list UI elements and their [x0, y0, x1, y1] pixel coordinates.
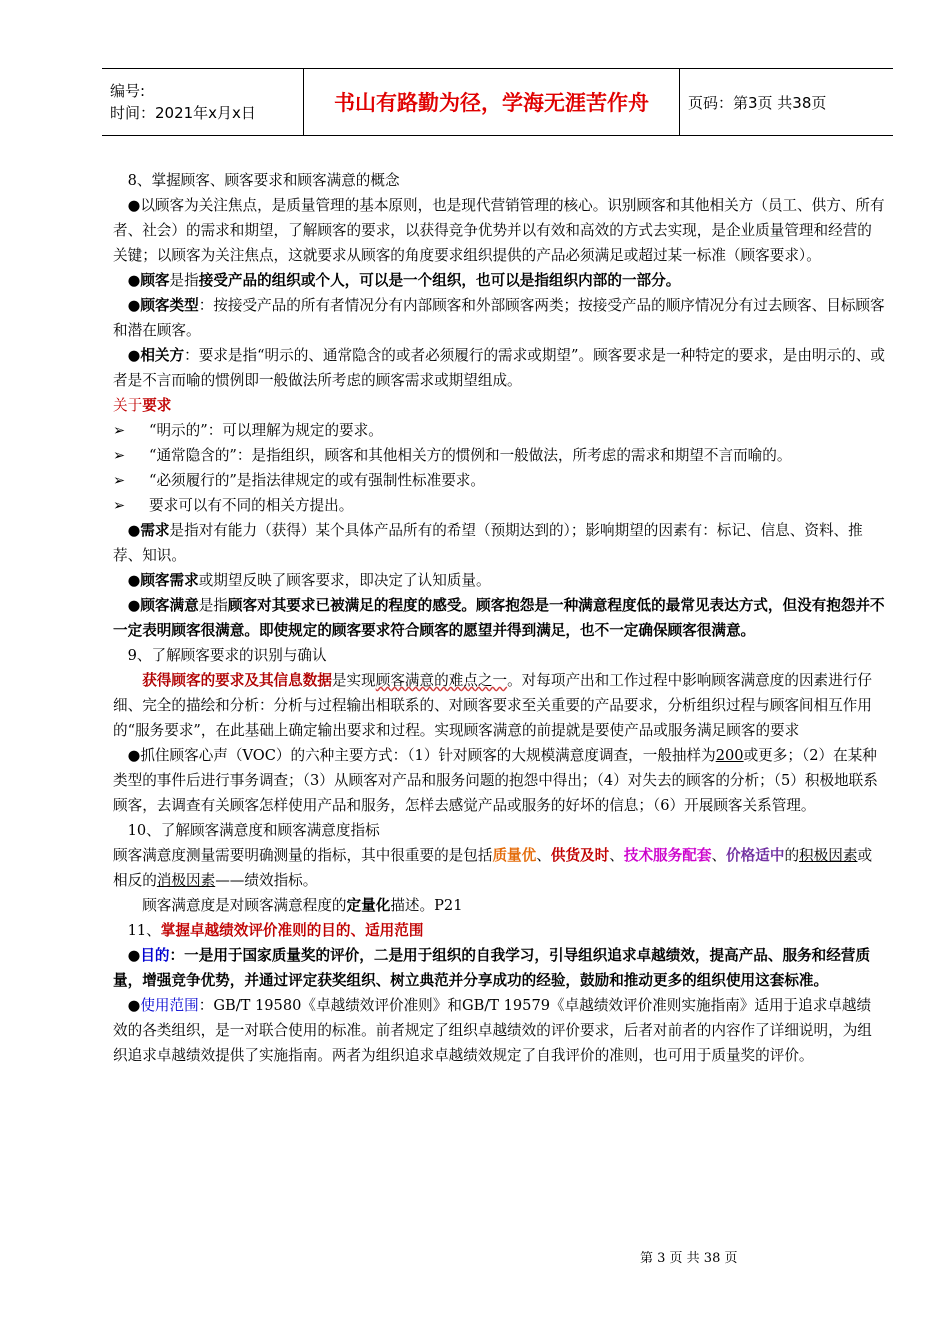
term-customer-type: ●顾客类型 — [127, 297, 199, 314]
list-item — [113, 443, 885, 468]
list-item-text: “明示的”：可以理解为规定的要求。 — [149, 422, 383, 439]
section-10-title: 10、了解顾客满意度和顾客满意度指标 — [127, 822, 380, 839]
text-span: ：要求是指“明示的、通常隐含的或者必须履行的需求或期望”。顾客要求是一种特定的要求，是由明示的、或者是不言而喻的惯例即一般做法所考虑的顾客需求或期望组成。 — [113, 347, 885, 389]
emphasis-requirements-data: 获得顾客的要求及其信息数据 — [142, 672, 332, 689]
arrow-bullet-icon: ➢ — [113, 422, 126, 439]
sample-size: 200 — [715, 747, 744, 764]
document-time-label: 时间：2021年x月x日 — [110, 104, 256, 122]
list-item-text: 要求可以有不同的相关方提出。 — [149, 497, 354, 514]
section-8-para-customer-need — [113, 568, 885, 593]
section-11-heading: 掌握卓越绩效评价准则的目的、适用范围 — [160, 922, 424, 939]
text-span: 顾客满意度测量需要明确测量的指标，其中很重要的是包括 — [113, 847, 493, 864]
text-span: ：一是用于国家质量奖的评价，二是用于组织的自我学习，引导组织追求卓越绩效，提高产品、服务和经营质量，增强竞争优势，并通过评定获奖组织、树立典范并分享成功的经验，鼓励和推动更多的组织使用这套标准。 — [113, 947, 871, 989]
list-item-text: “必须履行的”是指法律规定的或有强制性标准要求。 — [149, 472, 485, 489]
text-span: 顾客满意度是对顾客满意程度的 — [142, 897, 347, 914]
term-customer: ●顾客 — [127, 272, 170, 289]
document-number-label: 编号: — [110, 82, 146, 100]
text-span: 或更多；（2）在某种类型的事件后进行事务调查；（3）从顾客对产品和服务问题的抱怨中得出；（4）对失去的顾客的分析；（5）积极地联系顾客，去调查有关顾客怎样使用产品和服务，怎样去感觉产品或服务的好坏的信息；（6）开展顾客关系管理。 — [113, 747, 878, 814]
text-span: 描述。P21 — [390, 897, 463, 914]
term-requirement: 要求 — [142, 397, 172, 414]
list-item — [113, 418, 885, 443]
list-item — [113, 493, 885, 518]
header-motto: 书山有路勤为径，学海无涯苦作舟 — [334, 90, 649, 115]
text-span: 或期望反映了顾客要求，即决定了认知质量。 — [198, 572, 491, 589]
section-8-para-1: ●以顾客为关注焦点，是质量管理的基本原则，也是现代营销管理的核心。识别顾客和其他相关方（员工、供方、所有者、社会）的需求和期望，了解顾客的要求，以获得竞争优势并以有效和高效的方式去实现，是企业质量管理和经营的关键；以顾客为关注焦点，这就要求从顾客的角度要求组织提供的产品必须满足或超过某一标准（顾客要求）。 — [113, 197, 885, 264]
term-customer-satisfaction: ●顾客满意 — [127, 597, 199, 614]
keyword-positive-factors: 积极因素 — [799, 847, 858, 864]
header-motto-cell — [304, 69, 680, 135]
list-item — [113, 468, 885, 493]
text-span: 是指 — [198, 597, 228, 614]
section-8-title: 8、掌握顾客、顾客要求和顾客满意的概念 — [127, 172, 400, 189]
section-8-para-customer-type — [113, 293, 885, 343]
about-requirements — [113, 393, 885, 418]
section-8-para-stakeholder — [113, 343, 885, 393]
text-span: 的 — [784, 847, 800, 864]
term-scope: 使用范围 — [140, 997, 199, 1014]
keyword-price: 价格适中 — [726, 847, 785, 864]
section-9-title: 9、了解顾客要求的识别与确认 — [127, 647, 327, 664]
text-span: 、 — [711, 847, 727, 864]
header-left-cell — [102, 69, 304, 135]
header-page-code: 页码：第3页 共38页 — [688, 93, 827, 112]
text-span: 、 — [536, 847, 551, 864]
text-span: 顾客满意的难点之一 — [375, 672, 508, 689]
list-item-text: “通常隐含的”：是指组织，顾客和其他相关方的惯例和一般做法，所考虑的需求和期望不言而喻的。 — [149, 447, 792, 464]
text-span: ● — [127, 997, 141, 1014]
section-8-para-satisfaction — [113, 593, 885, 643]
keyword-negative-factors: 消极因素 — [156, 872, 216, 889]
text-span: ●抓住顾客心声（VOC）的六种主要方式：（1）针对顾客的大规模满意度调查，一般抽样为 — [127, 747, 716, 764]
text-span: ：按接受产品的所有者情况分有内部顾客和外部顾客两类；按接受产品的顺序情况分有过去顾客、目标顾客和潜在顾客。 — [113, 297, 885, 339]
text-span: 是指对有能力（获得）某个具体产品所有的希望（预期达到的）；影响期望的因素有：标记、信息、资料、推荐、知识。 — [113, 522, 863, 564]
arrow-bullet-icon: ➢ — [113, 497, 126, 514]
section-11-title — [113, 918, 885, 943]
term-stakeholder: ●相关方 — [127, 347, 185, 364]
section-10-para-1 — [113, 843, 885, 893]
keyword-tech-service: 技术服务配套 — [623, 847, 712, 864]
section-8-para-customer — [113, 268, 885, 293]
header-right-cell — [680, 69, 893, 135]
text-span: 是指 — [169, 272, 199, 289]
text-span: 。对每项产出和工作过程中影响顾客满意度的因素进行仔细、完全的描绘和分析：分析与过程输出相联系的、对顾客要求至关重要的产品要求，分析组织过程与顾客间相互作用的“服务要求”，在此基础上确定输出要求和过程。实现顾客满意的前提就是要使产品或服务满足顾客的要求 — [113, 672, 872, 739]
term-purpose: 目的 — [140, 947, 170, 964]
text-span: 是实现 — [331, 672, 376, 689]
term-need: ●需求 — [127, 522, 170, 539]
term-customer-need: ●顾客需求 — [127, 572, 199, 589]
arrow-bullet-icon: ➢ — [113, 447, 126, 464]
keyword-delivery: 供货及时 — [550, 847, 610, 864]
section-11-para-scope — [113, 993, 885, 1068]
keyword-quantification: 定量化 — [346, 897, 391, 914]
text-span: ：GB/T 19580《卓越绩效评价准则》和GB/T 19579《卓越绩效评价准则实施指南》适用于追求卓越绩效的各类组织，是一对联合使用的标准。前者规定了组织卓越绩效的评价要求，后者对前者的内容作了详细说明，为组织追求卓越绩效提供了实施指南。两者为组织追求卓越绩效规定了自我评价的准则，也可用于质量奖的评价。 — [113, 997, 872, 1064]
page-header — [102, 68, 893, 136]
section-10-para-2 — [113, 893, 885, 918]
definition-customer: 接受产品的组织或个人，可以是一个组织，也可以是指组织内部的一部分。 — [198, 272, 681, 289]
text-span: 关于 — [113, 397, 143, 414]
text-span: 或相反的 — [113, 847, 873, 889]
text-span: ● — [127, 947, 141, 964]
section-8-para-need — [113, 518, 885, 568]
section-9-para-1 — [113, 668, 885, 743]
document-body — [113, 168, 885, 1068]
page-footer: 第 3 页 共 38 页 — [640, 1251, 738, 1266]
definition-satisfaction: 顾客对其要求已被满足的程度的感受。顾客抱怨是一种满意程度低的最常见表达方式，但没有抱怨并不一定表明顾客很满意。即使规定的顾客要求符合顾客的愿望并得到满足，也不一定确保顾客很满意。 — [113, 597, 885, 639]
keyword-quality: 质量优 — [492, 847, 537, 864]
section-11-para-purpose — [113, 943, 885, 993]
text-span: ——绩效指标。 — [215, 872, 318, 889]
text-span: 11、 — [127, 922, 161, 939]
section-9-para-voc — [113, 743, 885, 818]
text-span: 、 — [609, 847, 624, 864]
arrow-bullet-icon: ➢ — [113, 472, 126, 489]
